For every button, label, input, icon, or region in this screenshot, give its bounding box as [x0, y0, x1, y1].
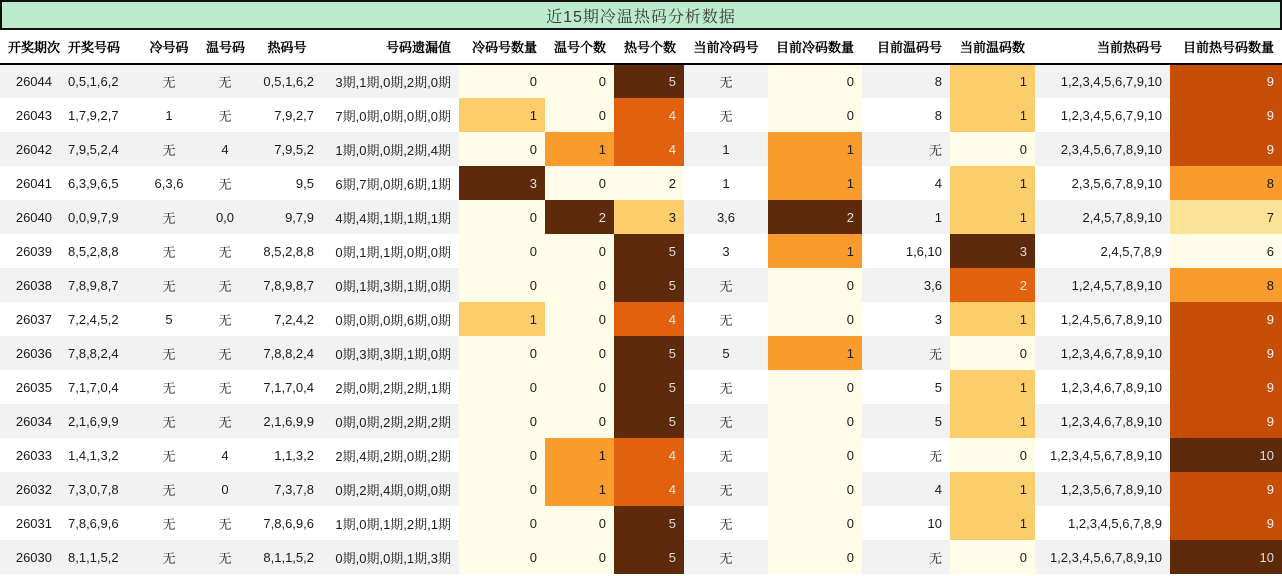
cell-cur_cold_nums: 无 [719, 108, 733, 124]
cell-hot_count: 5 [614, 336, 684, 370]
cell-hot_count: 5 [614, 64, 684, 98]
cell-warm_nums: 无 [218, 550, 232, 566]
table-row [0, 472, 1282, 506]
cell-period: 26038 [15, 277, 52, 293]
cell-cur_hot_count: 10 [1170, 540, 1282, 574]
cell-warm_count: 2 [545, 200, 614, 234]
cell-cur_cold_count: 2 [768, 200, 862, 234]
cell-omission: 0期,1期,1期,0期,0期 [335, 244, 451, 260]
cell-warm_nums: 0,0 [215, 209, 235, 225]
cell-cold_nums: 无 [162, 380, 176, 396]
table-row [0, 268, 1282, 302]
cell-cur_hot_count: 9 [1170, 370, 1282, 404]
cell-cold_nums: 无 [162, 244, 176, 260]
cell-numbers: 7,8,6,9,6 [68, 515, 119, 531]
cell-cur_cold_count: 1 [768, 132, 862, 166]
cell-cur_hot_nums: 1,2,3,4,5,6,7,9,10 [1060, 74, 1162, 89]
cell-hot_nums: 8,5,2,8,8 [263, 243, 314, 259]
cell-cold_count: 0 [459, 370, 545, 404]
cell-hot_nums: 7,2,4,2 [274, 311, 314, 327]
cell-cur_hot_nums: 1,2,4,5,7,8,9,10 [1071, 277, 1162, 293]
cell-hot_nums: 9,7,9 [285, 209, 314, 225]
cell-omission: 0期,0期,0期,6期,0期 [335, 312, 451, 328]
cell-cur_hot_nums: 1,2,4,5,6,7,8,9,10 [1060, 311, 1162, 327]
cell-cur_warm_nums: 8 [934, 74, 942, 89]
cell-hot_nums: 2,1,6,9,9 [263, 413, 314, 429]
cell-cur_hot_nums: 2,3,4,5,6,7,8,9,10 [1060, 141, 1162, 157]
header-row [0, 30, 1282, 64]
cell-cur_hot_nums: 1,2,3,4,6,7,8,9,10 [1060, 413, 1162, 429]
cell-cold_nums: 无 [162, 278, 176, 294]
cell-cur_hot_nums: 1,2,3,4,5,6,7,8,9,10 [1049, 447, 1162, 463]
cell-cur_hot_nums: 1,2,3,4,6,7,8,9,10 [1060, 379, 1162, 395]
cell-hot_nums: 7,8,8,2,4 [263, 345, 314, 361]
cell-omission: 3期,1期,0期,2期,0期 [335, 75, 451, 90]
cell-warm_count: 0 [545, 268, 614, 302]
cell-omission: 1期,0期,1期,2期,1期 [335, 516, 451, 532]
cell-cur_hot_nums: 1,2,3,4,5,6,7,9,10 [1060, 107, 1162, 123]
cell-period: 26031 [15, 515, 52, 531]
cell-warm_count: 0 [545, 540, 614, 574]
cell-warm_count: 1 [545, 472, 614, 506]
cell-cold_nums: 无 [162, 75, 176, 90]
cell-hot_nums: 7,1,7,0,4 [263, 379, 314, 395]
cell-cur_hot_nums: 1,2,3,4,5,6,7,8,9,10 [1049, 549, 1162, 565]
cell-warm_nums: 无 [218, 516, 232, 532]
page-title: 近15期冷温热码分析数据 [0, 0, 1282, 30]
cell-cur_cold_count: 1 [768, 336, 862, 370]
column-header-cur_warm_nums: 目前温码号 [862, 30, 950, 64]
cell-numbers: 7,3,0,7,8 [68, 481, 119, 497]
cell-cur_hot_count: 8 [1170, 268, 1282, 302]
cell-cur_warm_nums: 无 [928, 142, 942, 158]
cell-cold_nums: 无 [162, 550, 176, 566]
cell-warm_nums: 无 [218, 312, 232, 328]
cell-cur_cold_count: 0 [768, 64, 862, 98]
cell-hot_count: 4 [614, 472, 684, 506]
cell-cold_count: 0 [459, 64, 545, 98]
cell-cold_count: 0 [459, 200, 545, 234]
table-row [0, 302, 1282, 336]
cell-cur_hot_nums: 1,2,3,4,6,7,8,9,10 [1060, 345, 1162, 361]
cell-cold_count: 0 [459, 336, 545, 370]
cell-cur_warm_nums: 4 [934, 481, 942, 497]
cell-warm_nums: 无 [218, 176, 232, 192]
cell-warm_count: 0 [545, 234, 614, 268]
cell-cold_nums: 6,3,6 [154, 175, 184, 191]
cell-hot_count: 4 [614, 438, 684, 472]
cell-cur_warm_count: 1 [950, 506, 1035, 540]
cell-cur_warm_nums: 无 [928, 346, 942, 362]
table-row [0, 404, 1282, 438]
table-row [0, 506, 1282, 540]
cell-hot_nums: 7,9,5,2 [274, 141, 314, 157]
cell-numbers: 1,4,1,3,2 [68, 447, 119, 463]
cell-cur_cold_count: 0 [768, 98, 862, 132]
cell-cur_warm_nums: 1 [934, 209, 942, 225]
cell-cur_hot_nums: 1,2,3,4,5,6,7,8,9 [1068, 515, 1162, 531]
cell-numbers: 8,1,1,5,2 [68, 549, 119, 565]
table-row [0, 200, 1282, 234]
cell-cur_hot_nums: 2,4,5,7,8,9 [1100, 243, 1162, 259]
cell-numbers: 7,8,8,2,4 [68, 345, 119, 361]
cell-cold_count: 3 [459, 166, 545, 200]
cell-numbers: 8,5,2,8,8 [68, 243, 119, 259]
cell-cur_cold_count: 0 [768, 472, 862, 506]
cell-hot_count: 5 [614, 234, 684, 268]
cell-cur_hot_count: 7 [1170, 200, 1282, 234]
cell-cold_nums: 5 [165, 311, 173, 327]
cell-hot_count: 5 [614, 540, 684, 574]
cell-warm_count: 0 [545, 336, 614, 370]
cell-cur_cold_nums: 5 [722, 345, 730, 361]
cell-cur_warm_count: 1 [950, 302, 1035, 336]
cell-hot_count: 5 [614, 506, 684, 540]
cell-cur_warm_count: 1 [950, 166, 1035, 200]
cell-cur_cold_count: 1 [768, 234, 862, 268]
cell-omission: 6期,7期,0期,6期,1期 [335, 176, 451, 192]
cell-cold_count: 0 [459, 506, 545, 540]
cell-hot_count: 2 [614, 166, 684, 200]
cell-cold_count: 0 [459, 404, 545, 438]
cell-warm_count: 0 [545, 166, 614, 200]
cell-cur_warm_nums: 5 [934, 413, 942, 429]
cell-warm_nums: 0 [221, 481, 229, 497]
cell-cur_hot_count: 9 [1170, 302, 1282, 336]
cell-cur_warm_count: 0 [950, 132, 1035, 166]
cell-cur_warm_count: 2 [950, 268, 1035, 302]
cell-cur_cold_count: 0 [768, 438, 862, 472]
cell-cur_warm_count: 1 [950, 98, 1035, 132]
table-row [0, 64, 1282, 98]
cell-cur_cold_nums: 3 [722, 243, 730, 259]
cell-cur_cold_count: 0 [768, 506, 862, 540]
table-row [0, 234, 1282, 268]
cell-cur_warm_count: 1 [950, 64, 1035, 98]
cell-cur_hot_count: 6 [1170, 234, 1282, 268]
cell-cur_hot_count: 9 [1170, 472, 1282, 506]
cell-period: 26036 [15, 345, 52, 361]
cell-hot_nums: 0,5,1,6,2 [263, 74, 314, 89]
cell-cold_count: 0 [459, 438, 545, 472]
cell-cur_warm_count: 0 [950, 540, 1035, 574]
cell-hot_nums: 7,8,6,9,6 [263, 515, 314, 531]
cell-warm_nums: 无 [218, 414, 232, 430]
cell-hot_nums: 7,3,7,8 [274, 481, 314, 497]
cell-cur_hot_count: 9 [1170, 132, 1282, 166]
column-header-cold_count: 冷码号数量 [459, 30, 545, 64]
cell-cur_warm_count: 1 [950, 200, 1035, 234]
cell-warm_nums: 无 [218, 278, 232, 294]
cell-warm_count: 1 [545, 132, 614, 166]
cell-numbers: 0,5,1,6,2 [68, 74, 119, 89]
cell-numbers: 7,9,5,2,4 [68, 141, 119, 157]
cell-cur_cold_nums: 1 [722, 141, 730, 157]
cell-numbers: 7,1,7,0,4 [68, 379, 119, 395]
cell-cur_warm_nums: 8 [934, 107, 942, 123]
cell-cur_cold_nums: 3,6 [716, 209, 736, 225]
cell-cur_hot_count: 9 [1170, 404, 1282, 438]
cell-cur_warm_count: 1 [950, 370, 1035, 404]
cell-warm_nums: 无 [218, 346, 232, 362]
cell-cur_hot_count: 9 [1170, 64, 1282, 98]
cell-warm_nums: 无 [218, 108, 232, 124]
cell-hot_count: 4 [614, 98, 684, 132]
cell-warm_nums: 无 [218, 380, 232, 396]
cell-cur_cold_nums: 无 [719, 312, 733, 328]
cell-cold_count: 0 [459, 268, 545, 302]
table-row [0, 132, 1282, 166]
cell-period: 26039 [15, 243, 52, 259]
cell-warm_nums: 4 [221, 141, 229, 157]
cell-period: 26034 [15, 413, 52, 429]
analysis-table [0, 30, 1282, 574]
table-row [0, 98, 1282, 132]
cell-numbers: 1,7,9,2,7 [68, 107, 119, 123]
cell-hot_count: 4 [614, 302, 684, 336]
cell-cold_count: 0 [459, 540, 545, 574]
cell-cur_cold_nums: 无 [719, 482, 733, 498]
table-row [0, 166, 1282, 200]
cell-cold_nums: 无 [162, 414, 176, 430]
cell-cur_warm_count: 0 [950, 438, 1035, 472]
cell-hot_nums: 8,1,1,5,2 [263, 549, 314, 565]
cell-omission: 0期,0期,2期,2期,2期 [335, 414, 451, 430]
cell-omission: 0期,0期,0期,1期,3期 [335, 550, 451, 566]
cell-cur_hot_count: 10 [1170, 438, 1282, 472]
table-row [0, 336, 1282, 370]
cell-numbers: 2,1,6,9,9 [68, 413, 119, 429]
cell-cur_warm_nums: 3,6 [923, 277, 942, 293]
cell-warm_count: 0 [545, 370, 614, 404]
cell-numbers: 7,8,9,8,7 [68, 277, 119, 293]
cell-cur_hot_count: 9 [1170, 506, 1282, 540]
cell-hot_nums: 7,8,9,8,7 [263, 277, 314, 293]
cell-warm_count: 0 [545, 404, 614, 438]
cell-period: 26040 [15, 209, 52, 225]
cell-numbers: 0,0,9,7,9 [68, 209, 119, 225]
cell-period: 26033 [15, 447, 52, 463]
cell-cur_warm_nums: 4 [934, 175, 942, 191]
cell-hot_nums: 9,5 [295, 175, 314, 191]
cell-hot_nums: 1,1,3,2 [274, 447, 314, 463]
column-header-cur_cold_count: 目前冷码数量 [768, 30, 862, 64]
cell-period: 26030 [15, 549, 52, 565]
cell-omission: 2期,4期,2期,0期,2期 [335, 448, 451, 464]
cell-warm_nums: 无 [218, 244, 232, 260]
column-header-cur_hot_count: 目前热号码数量 [1170, 30, 1282, 64]
cell-cold_nums: 无 [162, 516, 176, 532]
cell-cur_cold_nums: 无 [719, 414, 733, 430]
cell-warm_count: 0 [545, 64, 614, 98]
cell-hot_count: 4 [614, 132, 684, 166]
table-row [0, 540, 1282, 574]
cell-cold_nums: 无 [162, 346, 176, 362]
cell-period: 26032 [15, 481, 52, 497]
cell-cur_cold_nums: 无 [719, 380, 733, 396]
cell-numbers: 6,3,9,6,5 [68, 175, 119, 191]
cell-cur_cold_count: 0 [768, 540, 862, 574]
cell-cur_cold_count: 1 [768, 166, 862, 200]
cell-cur_cold_nums: 无 [719, 75, 733, 90]
cell-cur_warm_nums: 1,6,10 [905, 243, 942, 259]
cell-cold_count: 0 [459, 234, 545, 268]
cell-cur_warm_count: 0 [950, 336, 1035, 370]
cell-cold_count: 1 [459, 302, 545, 336]
cell-cur_warm_nums: 无 [928, 550, 942, 566]
cell-hot_count: 5 [614, 370, 684, 404]
column-header-cur_hot_nums: 当前热码号 [1035, 30, 1170, 64]
cell-cur_cold_nums: 无 [719, 550, 733, 566]
cell-warm_count: 1 [545, 438, 614, 472]
cell-cur_cold_nums: 无 [719, 448, 733, 464]
cell-omission: 0期,3期,3期,1期,0期 [335, 346, 451, 362]
cell-omission: 0期,1期,3期,1期,0期 [335, 278, 451, 294]
table-row [0, 370, 1282, 404]
column-header-period: 开奖期次 [0, 30, 60, 64]
column-header-numbers: 开奖号码 [60, 30, 140, 64]
cell-hot_count: 5 [614, 268, 684, 302]
cell-cur_hot_nums: 2,4,5,7,8,9,10 [1082, 209, 1162, 225]
column-header-hot_count: 热号个数 [614, 30, 684, 64]
cell-cur_warm_nums: 无 [928, 448, 942, 464]
cell-hot_count: 5 [614, 404, 684, 438]
cell-cur_cold_nums: 无 [719, 278, 733, 294]
column-header-cold_nums: 冷号码 [140, 30, 198, 64]
cell-cur_warm_nums: 10 [927, 515, 942, 531]
cell-omission: 4期,4期,1期,1期,1期 [335, 210, 451, 226]
cell-period: 26035 [15, 379, 52, 395]
cell-period: 26041 [15, 175, 52, 191]
cell-cur_hot_nums: 1,2,3,5,6,7,8,9,10 [1060, 481, 1162, 497]
cell-hot_count: 3 [614, 200, 684, 234]
cell-hot_nums: 7,9,2,7 [274, 107, 314, 123]
column-header-warm_count: 温号个数 [545, 30, 614, 64]
table-row [0, 438, 1282, 472]
cell-cur_cold_count: 0 [768, 268, 862, 302]
cell-omission: 2期,0期,2期,2期,1期 [335, 380, 451, 396]
cell-cur_hot_count: 8 [1170, 166, 1282, 200]
cell-omission: 7期,0期,0期,0期,0期 [335, 108, 451, 124]
cell-cold_nums: 无 [162, 482, 176, 498]
cell-period: 26042 [15, 141, 52, 157]
cell-cold_nums: 无 [162, 210, 176, 226]
column-header-omission: 号码遗漏值 [322, 30, 459, 64]
cell-cur_warm_nums: 5 [934, 379, 942, 395]
cell-cold_nums: 无 [162, 142, 176, 158]
cell-cur_hot_count: 9 [1170, 98, 1282, 132]
cell-period: 26044 [15, 74, 52, 89]
cell-omission: 1期,0期,0期,2期,4期 [335, 142, 451, 158]
cell-cold_count: 0 [459, 132, 545, 166]
cell-cur_cold_nums: 1 [722, 175, 730, 191]
cell-cur_hot_nums: 2,3,5,6,7,8,9,10 [1071, 175, 1162, 191]
cell-cur_warm_count: 1 [950, 472, 1035, 506]
cell-warm_nums: 无 [218, 75, 232, 90]
cell-warm_count: 0 [545, 98, 614, 132]
cell-numbers: 7,2,4,5,2 [68, 311, 119, 327]
column-header-cur_warm_count: 当前温码数 [950, 30, 1035, 64]
cell-period: 26037 [15, 311, 52, 327]
cell-omission: 0期,2期,4期,0期,0期 [335, 482, 451, 498]
cell-cur_warm_count: 1 [950, 404, 1035, 438]
cell-warm_nums: 4 [221, 447, 229, 463]
cell-cur_warm_nums: 3 [934, 311, 942, 327]
column-header-hot_nums: 热码号 [252, 30, 322, 64]
cell-period: 26043 [15, 107, 52, 123]
cell-cold_count: 0 [459, 472, 545, 506]
cell-cur_cold_nums: 无 [719, 516, 733, 532]
cell-cur_cold_count: 0 [768, 370, 862, 404]
cell-cur_cold_count: 0 [768, 302, 862, 336]
cell-cur_cold_count: 0 [768, 404, 862, 438]
cell-cur_warm_count: 3 [950, 234, 1035, 268]
cell-cur_hot_count: 9 [1170, 336, 1282, 370]
cell-cold_nums: 无 [162, 448, 176, 464]
column-header-cur_cold_nums: 当前冷码号 [684, 30, 768, 64]
cell-cold_nums: 1 [165, 107, 173, 123]
cell-warm_count: 0 [545, 302, 614, 336]
column-header-warm_nums: 温号码 [198, 30, 252, 64]
cell-cold_count: 1 [459, 98, 545, 132]
cell-warm_count: 0 [545, 506, 614, 540]
